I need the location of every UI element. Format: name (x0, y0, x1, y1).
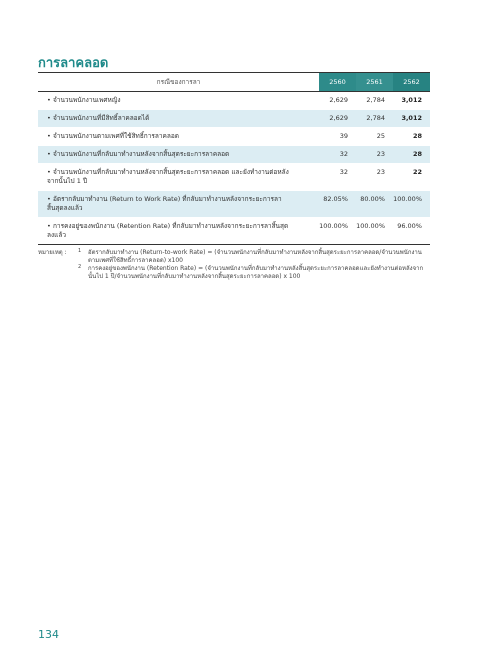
row-label: จำนวนพนักงานเพศหญิง (53, 96, 121, 104)
table-cell: 23 (356, 164, 393, 191)
table-cell: 100.00% (356, 218, 393, 245)
footnote-text: การคงอยู่ของพนักงาน (Retention Rate) = (จำนวนพนักงานที่กลับมาทำงานหลังสิ้นสุดระยะการลาคลอดและยังทำงานต่อหลังจากนั้นไป 1 ปี/จำนวนพนักงานที่กลับมาทำงานหลังจากสิ้นสุดระยะการลาคลอด) x 100 (88, 265, 424, 280)
table-cell: 32 (319, 164, 356, 191)
footnote-number: 2 (78, 264, 82, 270)
table-cell: 3,012 (393, 110, 430, 128)
column-header-year: 2562 (393, 73, 430, 92)
table-cell: 2,629 (319, 110, 356, 128)
table-row (38, 110, 430, 128)
table-cell: 80.00% (356, 191, 393, 218)
table-cell: 28 (393, 146, 430, 164)
table-row (38, 146, 430, 164)
row-label: การคงอยู่ของพนักงาน (Retention Rate) ที่กลับมาทำงานหลังจากระยะการลาสิ้นสุดลงแล้ว (47, 222, 289, 239)
table-cell: 2,784 (356, 110, 393, 128)
table-cell: 25 (356, 128, 393, 146)
table-row (38, 128, 430, 146)
table-cell: 23 (356, 146, 393, 164)
footnote (38, 265, 430, 281)
table-cell: 3,012 (393, 92, 430, 110)
row-label: จำนวนพนักงานที่กลับมาทำงานหลังจากสิ้นสุดระยะการลาคลอด (53, 150, 230, 158)
footnote-text: อัตรากลับมาทำงาน (Return-to-work Rate) = (จำนวนพนักงานที่กลับมาทำงานหลังจากสิ้นสุดระยะการลาคลอด/จำนวนพนักงานตามเพศที่ใช้สิทธิ์การลาคลอด) x100 (88, 249, 422, 264)
footnotes (38, 249, 430, 281)
table-row (38, 191, 430, 218)
column-header-year: 2561 (356, 73, 393, 92)
bullet-icon: • (47, 150, 51, 158)
row-label: จำนวนพนักงานที่กลับมาทำงานหลังจากสิ้นสุดระยะการลาคลอด และยังทำงานต่อหลังจากนั้นไป 1 ปี (47, 168, 289, 185)
bullet-icon: • (47, 96, 51, 104)
row-label: จำนวนพนักงานตามเพศที่ใช้สิทธิ์การลาคลอด (53, 132, 179, 140)
table-cell: 28 (393, 128, 430, 146)
table-cell: 100.00% (393, 191, 430, 218)
bullet-icon: • (47, 195, 51, 203)
table-cell: 100.00% (319, 218, 356, 245)
bullet-icon: • (47, 168, 51, 176)
bullet-icon: • (47, 222, 51, 230)
table-cell: 2,784 (356, 92, 393, 110)
bullet-icon: • (47, 132, 51, 140)
table-cell: 82.05% (319, 191, 356, 218)
table-row (38, 218, 430, 245)
footnote-heading: หมายเหตุ : (38, 249, 67, 256)
row-label: จำนวนพนักงานที่มีสิทธิ์ลาคลอดได้ (53, 114, 150, 122)
table-row (38, 92, 430, 110)
table-row (38, 164, 430, 191)
table-cell: 22 (393, 164, 430, 191)
page-number: 134 (38, 628, 59, 641)
table-header-row (38, 73, 430, 92)
bullet-icon: • (47, 114, 51, 122)
table-cell: 39 (319, 128, 356, 146)
maternity-leave-table (38, 72, 430, 245)
footnote-number: 1 (78, 248, 82, 254)
column-header-year: 2560 (319, 73, 356, 92)
row-label: อัตรากลับมาทำงาน (Return to Work Rate) ที่กลับมาทำงานหลังจากระยะการลาสิ้นสุดลงแล้ว (47, 195, 282, 212)
page-title: การลาคลอด (38, 56, 109, 71)
column-header-label: กรณีของการลา (38, 73, 319, 92)
footnote (38, 249, 430, 265)
table-cell: 96.00% (393, 218, 430, 245)
table-cell: 32 (319, 146, 356, 164)
table-cell: 2,629 (319, 92, 356, 110)
